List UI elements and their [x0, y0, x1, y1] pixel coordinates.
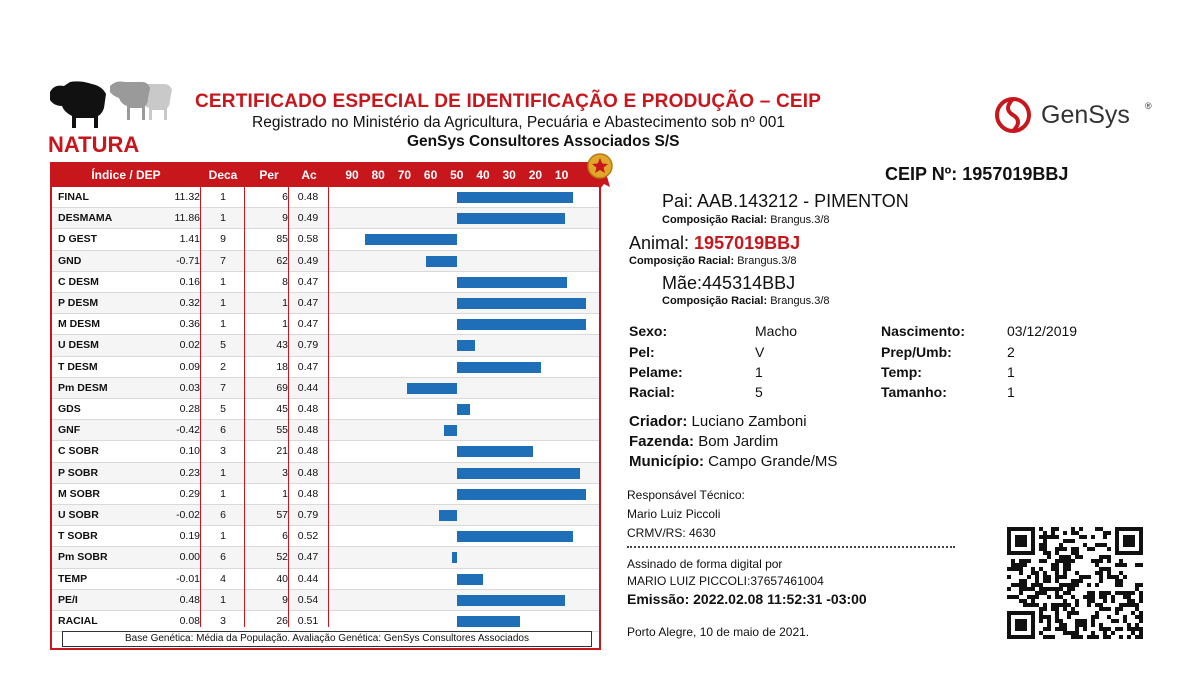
pel-label: Pel:: [629, 344, 655, 360]
fazenda-label: Fazenda:: [629, 433, 695, 450]
deca-value: 7: [220, 254, 226, 267]
index-name: C SOBR: [58, 445, 99, 458]
dep-bar: [457, 468, 580, 479]
deca-value: 3: [220, 615, 226, 627]
column-divider: [328, 187, 329, 627]
fazenda-value: Bom Jardim: [698, 433, 779, 450]
dep-value: 0.16: [179, 275, 200, 288]
per-value: 85: [276, 233, 288, 246]
dep-value: 0.28: [179, 403, 200, 415]
dep-bar: [457, 298, 586, 309]
scale-tick: 60: [423, 168, 438, 182]
index-name: Pm DESM: [58, 381, 108, 394]
dep-value: 0.48: [179, 593, 200, 606]
index-name: U DESM: [58, 339, 99, 352]
table-row: [52, 526, 599, 547]
scale-tick: 90: [345, 168, 359, 182]
animal-line: [629, 233, 800, 254]
scale-tick: 80: [371, 168, 385, 182]
dep-bar: [457, 319, 586, 330]
animal-value: 1957019BBJ: [694, 233, 801, 253]
per-value: 69: [276, 381, 288, 394]
deca-value: 1: [220, 318, 226, 331]
criador-value: Luciano Zamboni: [691, 413, 807, 430]
ac-value: 0.52: [297, 530, 319, 543]
index-name: U SOBR: [58, 509, 99, 521]
temp-label: Temp:: [881, 364, 922, 380]
index-name: P SOBR: [58, 466, 99, 479]
dep-bar: [457, 340, 475, 351]
deca-value: 2: [220, 360, 226, 373]
dep-bar: [457, 404, 470, 415]
pel-value: V: [755, 344, 765, 360]
per-value: 52: [276, 551, 288, 564]
gensys-logo: [993, 95, 1153, 135]
ceip-label: CEIP Nº:: [885, 164, 958, 184]
index-name: GNF: [58, 424, 81, 437]
ac-value: 0.48: [297, 445, 319, 458]
ceip-value: 1957019BBJ: [962, 164, 1069, 184]
ac-value: 0.47: [297, 318, 319, 331]
deca-value: 5: [220, 403, 226, 415]
deca-value: 1: [220, 297, 226, 309]
table-row: [52, 229, 599, 250]
pai-label: Pai:: [662, 191, 694, 211]
ac-value: 0.48: [297, 424, 319, 437]
column-divider: [288, 187, 289, 627]
ac-value: 0.49: [297, 212, 319, 225]
mae-composition: [662, 295, 830, 307]
certificate-title: CERTIFICADO ESPECIAL DE IDENTIFICAÇÃO E PRODUÇÃO – CEIP: [195, 91, 822, 112]
dep-value: -0.01: [176, 572, 200, 585]
dep-bar: [457, 446, 533, 457]
gensys-swirl-icon: [993, 95, 1037, 135]
per-value: 62: [276, 254, 288, 267]
dep-bar: [407, 383, 457, 394]
header-per: Per: [259, 168, 279, 182]
natura-logo-text: NATURA: [48, 132, 140, 156]
column-divider: [244, 187, 245, 627]
mae-value: 445314BBJ: [702, 273, 796, 293]
index-name: P DESM: [58, 297, 99, 309]
per-value: 40: [276, 572, 288, 585]
dep-value: 0.36: [179, 318, 200, 331]
per-value: 21: [276, 445, 288, 458]
animal-composition: [629, 255, 797, 267]
per-value: 45: [276, 403, 288, 415]
mae-line: [662, 273, 795, 294]
deca-value: 7: [220, 381, 226, 394]
dep-bar: [457, 531, 573, 542]
deca-value: 4: [220, 572, 226, 585]
per-value: 3: [282, 466, 288, 479]
deca-value: 1: [220, 212, 226, 225]
company-name: GenSys Consultores Associados S/S: [407, 133, 680, 150]
dep-value: 0.03: [179, 381, 200, 394]
deca-value: 6: [220, 509, 226, 521]
table-footer-note: Base Genética: Média da População. Avaliação Genética: GenSys Consultores Associados: [62, 631, 592, 647]
signature-line2: MARIO LUIZ PICCOLI:37657461004: [627, 574, 824, 588]
header-ac: Ac: [301, 168, 317, 182]
deca-value: 1: [220, 593, 226, 606]
prep-umb-label: Prep/Umb:: [881, 344, 952, 360]
header-indice: Índice / DEP: [91, 168, 161, 182]
mae-label: Mãe:: [662, 273, 703, 293]
index-name: RACIAL: [58, 615, 98, 627]
table-row: [52, 463, 599, 484]
emissao-line: Emissão: 2022.02.08 11:52:31 -03:00: [627, 591, 867, 607]
table-row: [52, 505, 599, 526]
ac-value: 0.58: [297, 233, 319, 246]
dep-value: 1.41: [179, 233, 200, 246]
per-value: 1: [282, 487, 288, 500]
dep-bar: [457, 489, 586, 500]
ac-value: 0.54: [297, 593, 319, 606]
racial-label: Racial:: [629, 384, 675, 400]
table-row: [52, 293, 599, 314]
dep-table: [50, 162, 601, 650]
deca-value: 1: [220, 487, 226, 500]
index-name: FINAL: [58, 191, 89, 203]
per-value: 1: [282, 318, 288, 331]
dep-bar: [452, 552, 457, 563]
index-name: M SOBR: [58, 487, 100, 500]
index-name: TEMP: [58, 572, 88, 585]
deca-value: 5: [220, 339, 226, 352]
nascimento-label: Nascimento:: [881, 323, 966, 339]
pai-value: AAB.143212 - PIMENTON: [697, 191, 909, 211]
deca-value: 3: [220, 445, 226, 458]
dep-value: 0.29: [179, 487, 200, 500]
deca-value: 1: [220, 275, 226, 288]
column-divider: [200, 187, 201, 627]
signature-divider: [627, 546, 955, 548]
table-row: [52, 314, 599, 335]
scale-tick: 30: [502, 168, 516, 182]
per-value: 6: [282, 530, 288, 543]
per-value: 26: [276, 615, 288, 627]
index-name: GND: [58, 254, 82, 267]
dep-value: 11.86: [174, 212, 200, 225]
pelame-value: 1: [755, 364, 763, 380]
dep-bar: [439, 510, 457, 521]
dep-bar: [426, 256, 458, 267]
place-date: Porto Alegre, 10 de maio de 2021.: [627, 625, 810, 639]
scale-tick: 40: [476, 168, 490, 182]
pai-composition-value: Brangus.3/8: [770, 214, 830, 226]
dep-value: 0.23: [179, 466, 200, 479]
composition-label: Composição Racial:: [629, 255, 735, 267]
natura-logo: [48, 76, 178, 156]
ac-value: 0.47: [297, 297, 319, 309]
scale-tick: 10: [554, 168, 569, 182]
index-name: Pm SOBR: [58, 551, 108, 564]
deca-value: 1: [220, 466, 226, 479]
deca-value: 1: [220, 191, 226, 203]
index-name: PE/I: [58, 593, 78, 606]
ac-value: 0.79: [297, 339, 319, 352]
dep-bar: [457, 574, 483, 585]
dep-value: 11.32: [174, 191, 200, 203]
responsible-crmv: CRMV/RS: 4630: [627, 526, 716, 540]
animal-composition-value: Brangus.3/8: [737, 255, 797, 267]
racial-value: 5: [755, 384, 763, 400]
municipio-label: Município:: [629, 453, 704, 470]
table-row: [52, 569, 599, 590]
mae-composition-value: Brangus.3/8: [770, 295, 830, 307]
ac-value: 0.48: [297, 487, 319, 500]
fazenda-line: [629, 433, 778, 450]
prep-umb-value: 2: [1007, 344, 1015, 360]
table-row: [52, 208, 599, 229]
per-value: 57: [276, 509, 288, 521]
table-row: [52, 335, 599, 356]
tamanho-label: Tamanho:: [881, 384, 947, 400]
ac-value: 0.47: [297, 360, 319, 373]
index-name: T DESM: [58, 360, 98, 373]
per-value: 6: [282, 191, 288, 203]
medal-icon: [585, 153, 615, 189]
composition-label: Composição Racial:: [662, 214, 768, 226]
dep-value: 0.08: [179, 615, 200, 627]
table-row: [52, 441, 599, 462]
criador-line: [629, 413, 807, 430]
nascimento-value: 03/12/2019: [1007, 323, 1078, 339]
table-header: [52, 164, 599, 187]
scale-tick: 20: [528, 168, 543, 182]
table-row: [52, 484, 599, 505]
ac-value: 0.47: [297, 275, 319, 288]
qr-code-icon: [1007, 527, 1143, 639]
certificate-subtitle: Registrado no Ministério da Agricultura, Pecuária e Abastecimento sob nº 001: [252, 114, 785, 131]
dep-bar: [444, 425, 457, 436]
index-name: GDS: [58, 403, 81, 415]
composition-label: Composição Racial:: [662, 295, 768, 307]
pai-composition: [662, 214, 830, 226]
ac-value: 0.48: [297, 466, 319, 479]
table-row: [52, 547, 599, 568]
table-row: [52, 272, 599, 293]
gensys-logo-text: GenSys: [1041, 101, 1130, 129]
deca-value: 1: [220, 530, 226, 543]
ac-value: 0.44: [297, 381, 319, 394]
dep-bar: [457, 213, 565, 224]
index-name: D GEST: [58, 233, 98, 246]
deca-value: 9: [220, 233, 226, 246]
ac-value: 0.44: [297, 572, 319, 585]
municipio-line: [629, 453, 837, 470]
responsible-title: Responsável Técnico:: [627, 488, 745, 502]
per-value: 43: [276, 339, 288, 352]
dep-bar: [457, 616, 520, 627]
municipio-value: Campo Grande/MS: [708, 453, 838, 470]
index-name: M DESM: [58, 318, 100, 331]
dep-value: -0.42: [176, 424, 200, 437]
dep-value: 0.10: [179, 445, 200, 458]
tamanho-value: 1: [1007, 384, 1015, 400]
pelame-label: Pelame:: [629, 364, 683, 380]
table-row: [52, 420, 599, 441]
animal-label: Animal:: [629, 233, 690, 253]
index-name: DESMAMA: [58, 212, 113, 225]
criador-label: Criador:: [629, 413, 688, 430]
ac-value: 0.79: [297, 509, 319, 521]
table-row: [52, 378, 599, 399]
ac-value: 0.47: [297, 551, 319, 564]
table-row: [52, 357, 599, 378]
index-name: C DESM: [58, 275, 99, 288]
responsible-name: Mario Luiz Piccoli: [627, 507, 721, 521]
per-value: 9: [282, 212, 288, 225]
deca-value: 6: [220, 551, 226, 564]
ceip-number: [885, 164, 1068, 185]
ac-value: 0.48: [297, 191, 319, 203]
dep-bar: [457, 362, 541, 373]
dep-value: 0.09: [179, 360, 200, 373]
index-name: T SOBR: [58, 530, 98, 543]
dep-value: 0.32: [179, 297, 200, 309]
scale-tick: 70: [397, 168, 412, 182]
dep-bar: [365, 234, 457, 245]
deca-value: 6: [220, 424, 226, 437]
dep-bar: [457, 595, 565, 606]
sexo-label: Sexo:: [629, 323, 668, 339]
table-row: [52, 187, 599, 208]
table-row: [52, 611, 599, 632]
per-value: 1: [282, 297, 288, 309]
signature-line1: Assinado de forma digital por: [627, 557, 783, 571]
table-row: [52, 399, 599, 420]
dep-value: -0.71: [176, 254, 200, 267]
dep-value: 0.02: [179, 339, 200, 352]
pai-line: [662, 191, 909, 212]
temp-value: 1: [1007, 364, 1015, 380]
header-deca: Deca: [208, 168, 238, 182]
dep-value: 0.00: [179, 551, 200, 564]
per-value: 9: [282, 593, 288, 606]
dep-bar: [457, 192, 573, 203]
ac-value: 0.49: [297, 254, 319, 267]
table-row: [52, 590, 599, 611]
dep-value: 0.19: [179, 530, 200, 543]
per-value: 8: [282, 275, 288, 288]
scale-tick: 50: [450, 168, 464, 182]
ac-value: 0.48: [297, 403, 319, 415]
dep-bar: [457, 277, 567, 288]
per-value: 55: [276, 424, 288, 437]
dep-value: -0.02: [176, 509, 200, 521]
registered-mark: ®: [1145, 101, 1152, 111]
per-value: 18: [276, 360, 288, 373]
ac-value: 0.51: [297, 615, 319, 627]
sexo-value: Macho: [755, 323, 798, 339]
table-row: [52, 251, 599, 272]
